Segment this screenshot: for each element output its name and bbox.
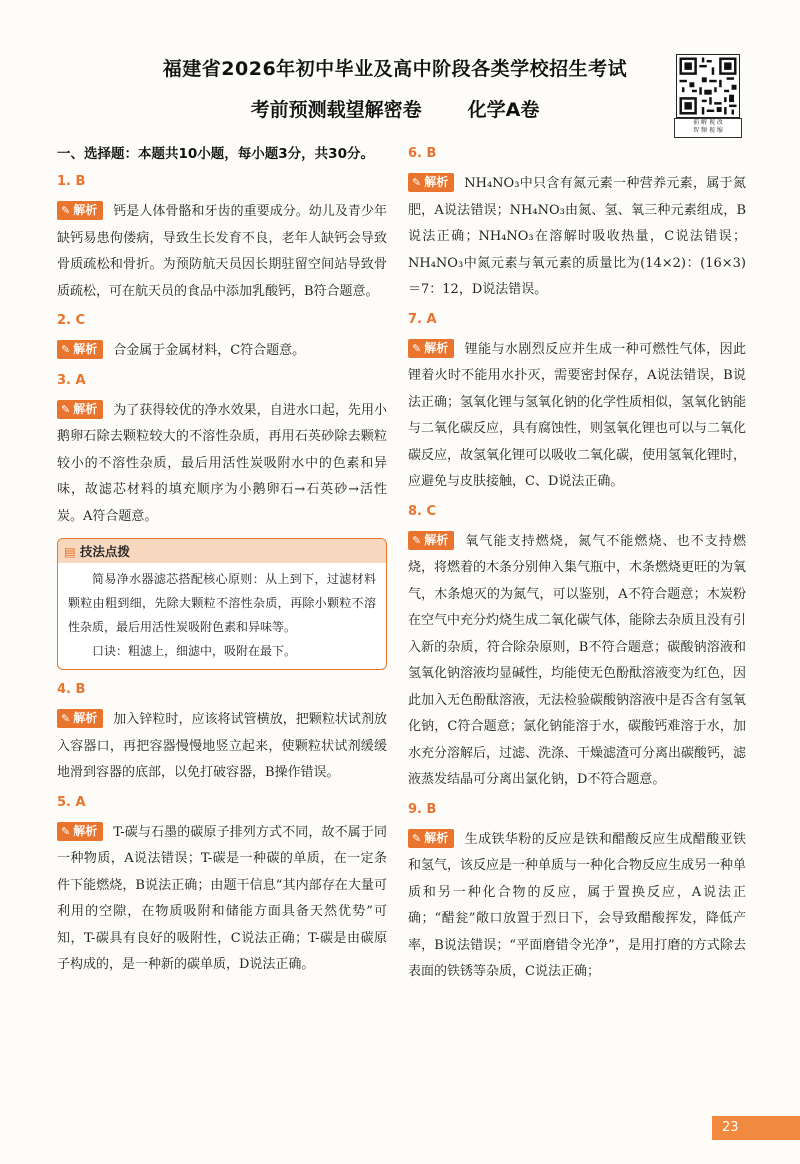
explanation-text: 生成铁华粉的反应是铁和醋酸反应生成醋酸亚铁和氢气，该反应是一种单质与一种化合物反应生成另一种单质和另一种化合物的反应，属于置换反应，A说法正确；“醋瓮”敞口放置于烈日下，会导致醋酸挥发，降低产率，B说法错误；“平面磨错令光净”，是用打磨的方式除去表面的铁锈等杂质，C说法正确；	[408, 831, 747, 979]
page-number: 23	[712, 1116, 800, 1140]
analysis-badge	[57, 709, 103, 728]
answer-key: 3. A	[57, 372, 86, 388]
pencil-icon: ✎	[61, 712, 71, 725]
qr-code-icon	[676, 54, 740, 118]
exam-title: 福建省2026年初中毕业及高中阶段各类学校招生考试	[162, 58, 628, 80]
analysis-badge	[408, 531, 454, 550]
answer-key: 8. C	[408, 503, 437, 519]
explanation-text: 为了获得较优的净水效果，自进水口起，先用小鹅卵石除去颗粒较大的不溶性杂质，再用石英砂除去颗粒较小的不溶性杂质，最后用活性炭吸附水中的色素和异味，故滤芯材料的填充顺序为小鹅卵石→石英砂→活性炭。A符合题意。	[57, 402, 387, 524]
analysis-badge	[408, 829, 454, 848]
analysis-badge-label: 解析	[73, 823, 98, 838]
explanation	[57, 398, 387, 531]
qr-caption: 前 解 视 改 智 频 视 缩	[674, 118, 742, 138]
pencil-icon: ✎	[412, 176, 422, 189]
analysis-badge-label: 解析	[73, 342, 98, 356]
explanation	[57, 820, 387, 979]
document-icon: ▤	[64, 544, 76, 559]
answer-key: 4. B	[57, 682, 86, 697]
analysis-badge-label: 解析	[73, 203, 98, 217]
analysis-badge	[57, 400, 103, 419]
answer-key: 5. A	[57, 794, 86, 810]
analysis-badge-label: 解析	[424, 532, 449, 547]
tip-header	[58, 539, 386, 563]
explanation-text: 钙是人体骨骼和牙齿的重要成分。幼儿及青少年缺钙易患佝偻病，导致生长发育不良，老年人缺钙会导致骨质疏松和骨折。为预防航天员因长期驻留空间站导致骨质疏松，可在航天员的食品中添加乳酸钙，B符合题意。	[57, 204, 387, 299]
explanation	[57, 199, 387, 305]
analysis-badge-label: 解析	[73, 401, 98, 416]
explanation-text: 锂能与水剧烈反应并生成一种可燃性气体，因此锂着火时不能用水扑灭，需要密封保存，A说法错误，B说法正确；氢氧化锂与氢氧化钠的化学性质相似，氢氧化钠能与二氧化碳反应，具有腐蚀性，则氢氧化锂也可以与二氧化碳反应，故氢氧化锂可以吸收二氧化碳，使用氢氧化锂时，应避免与皮肤接触，C、D说法正确。	[408, 341, 747, 489]
explanation-text: 合金属于金属材料，C符合题意。	[113, 343, 306, 358]
tip-body	[58, 563, 386, 669]
answer-key: 7. A	[408, 311, 437, 327]
right-column	[408, 146, 746, 994]
pencil-icon: ✎	[61, 824, 71, 838]
explanation	[57, 707, 387, 787]
pencil-icon: ✎	[61, 402, 71, 416]
analysis-badge-label: 解析	[424, 175, 449, 189]
explanation-text: NH₄NO₃中只含有氮元素一种营养元素，属于氮肥，A说法错误；NH₄NO₃由氮、氢、氧三种元素组成，B说法正确；NH₄NO₃在溶解时吸收热量，C说法错误；NH₄NO₃中氮元素与氧元素的质量比为(14×2)：(16×3)＝7：12，D说法错误。	[408, 176, 746, 297]
explanation-text: T-碳与石墨的碳原子排列方式不同，故不属于同一种物质，A说法错误；T-碳是一种碳的单质，在一定条件下能燃烧，B说法正确；由题干信息“其内部存在大量可利用的空隙，在物质吸附和储能方面具备天然优势”可知，T-碳具有良好的吸附性，C说法正确；T-碳是由碳原子构成的，是一种新的碳单质，D说法正确。	[57, 824, 387, 972]
analysis-badge	[57, 822, 103, 841]
subtitle-subject: 化学A卷	[467, 99, 540, 121]
tip-mnemonic: 口诀：粗滤上，细滤中，吸附在最下。	[92, 644, 297, 658]
pencil-icon: ✎	[412, 341, 422, 355]
left-column	[57, 142, 387, 987]
tip-paragraph: 简易净水器滤芯搭配核心原则：从上到下，过滤材料颗粒由粗到细，先除大颗粒不溶性杂质，再除小颗粒不溶性杂质，最后用活性炭吸附色素和异味等。	[68, 572, 376, 634]
explanation	[57, 338, 387, 365]
pencil-icon: ✎	[61, 204, 71, 217]
answer-key: 2. C	[57, 313, 86, 328]
analysis-badge	[408, 173, 454, 192]
explanation	[408, 827, 746, 986]
explanation-text: 氧气能支持燃烧，氮气不能燃烧、也不支持燃烧，将燃着的木条分别伸入集气瓶中，木条燃烧更旺的为氧气，木条熄灭的为氮气，可以鉴别，A不符合题意；木炭粉在空气中充分灼烧生成二氧化碳气体，能除去杂质且没有引入新的杂质，符合除杂原则，B不符合题意；碳酸钠溶液和氢氧化钠溶液均显碱性，均能使无色酚酞溶液变为红色，因此加入无色酚酞溶液，无法检验碳酸钠溶液中是否含有氢氧化钠，C符合题意；氯化钠能溶于水，碳酸钙难溶于水，加水充分溶解后，过滤、洗涤、干燥滤渣可分离出碳酸钙，滤液蒸发结晶可分离出氯化钠，D不符合题意。	[408, 533, 747, 787]
analysis-badge	[408, 339, 454, 358]
pencil-icon: ✎	[412, 831, 422, 845]
pencil-icon: ✎	[61, 343, 71, 356]
analysis-badge-label: 解析	[424, 340, 449, 355]
tip-title: 技法点拨	[79, 544, 130, 559]
answer-key: 6. B	[408, 146, 437, 161]
explanation	[408, 337, 746, 496]
explanation	[408, 529, 746, 794]
section-title: 一、选择题：本题共10小题，每小题3分，共30分。	[57, 146, 374, 162]
analysis-badge	[57, 340, 103, 359]
analysis-badge-label: 解析	[424, 830, 449, 845]
pencil-icon: ✎	[412, 533, 422, 547]
subtitle-series: 考前预测载望解密卷	[250, 99, 422, 121]
tip-box	[57, 538, 387, 670]
answer-key: 1. B	[57, 174, 86, 189]
explanation	[408, 171, 746, 304]
analysis-badge	[57, 201, 103, 220]
answer-key: 9. B	[408, 801, 437, 817]
explanation-text: 加入锌粒时，应该将试管横放，把颗粒状试剂放入容器口，再把容器慢慢地竖立起来，使颗粒状试剂缓缓地滑到容器的底部，以免打破容器，B操作错误。	[57, 712, 387, 780]
analysis-badge-label: 解析	[73, 711, 98, 725]
